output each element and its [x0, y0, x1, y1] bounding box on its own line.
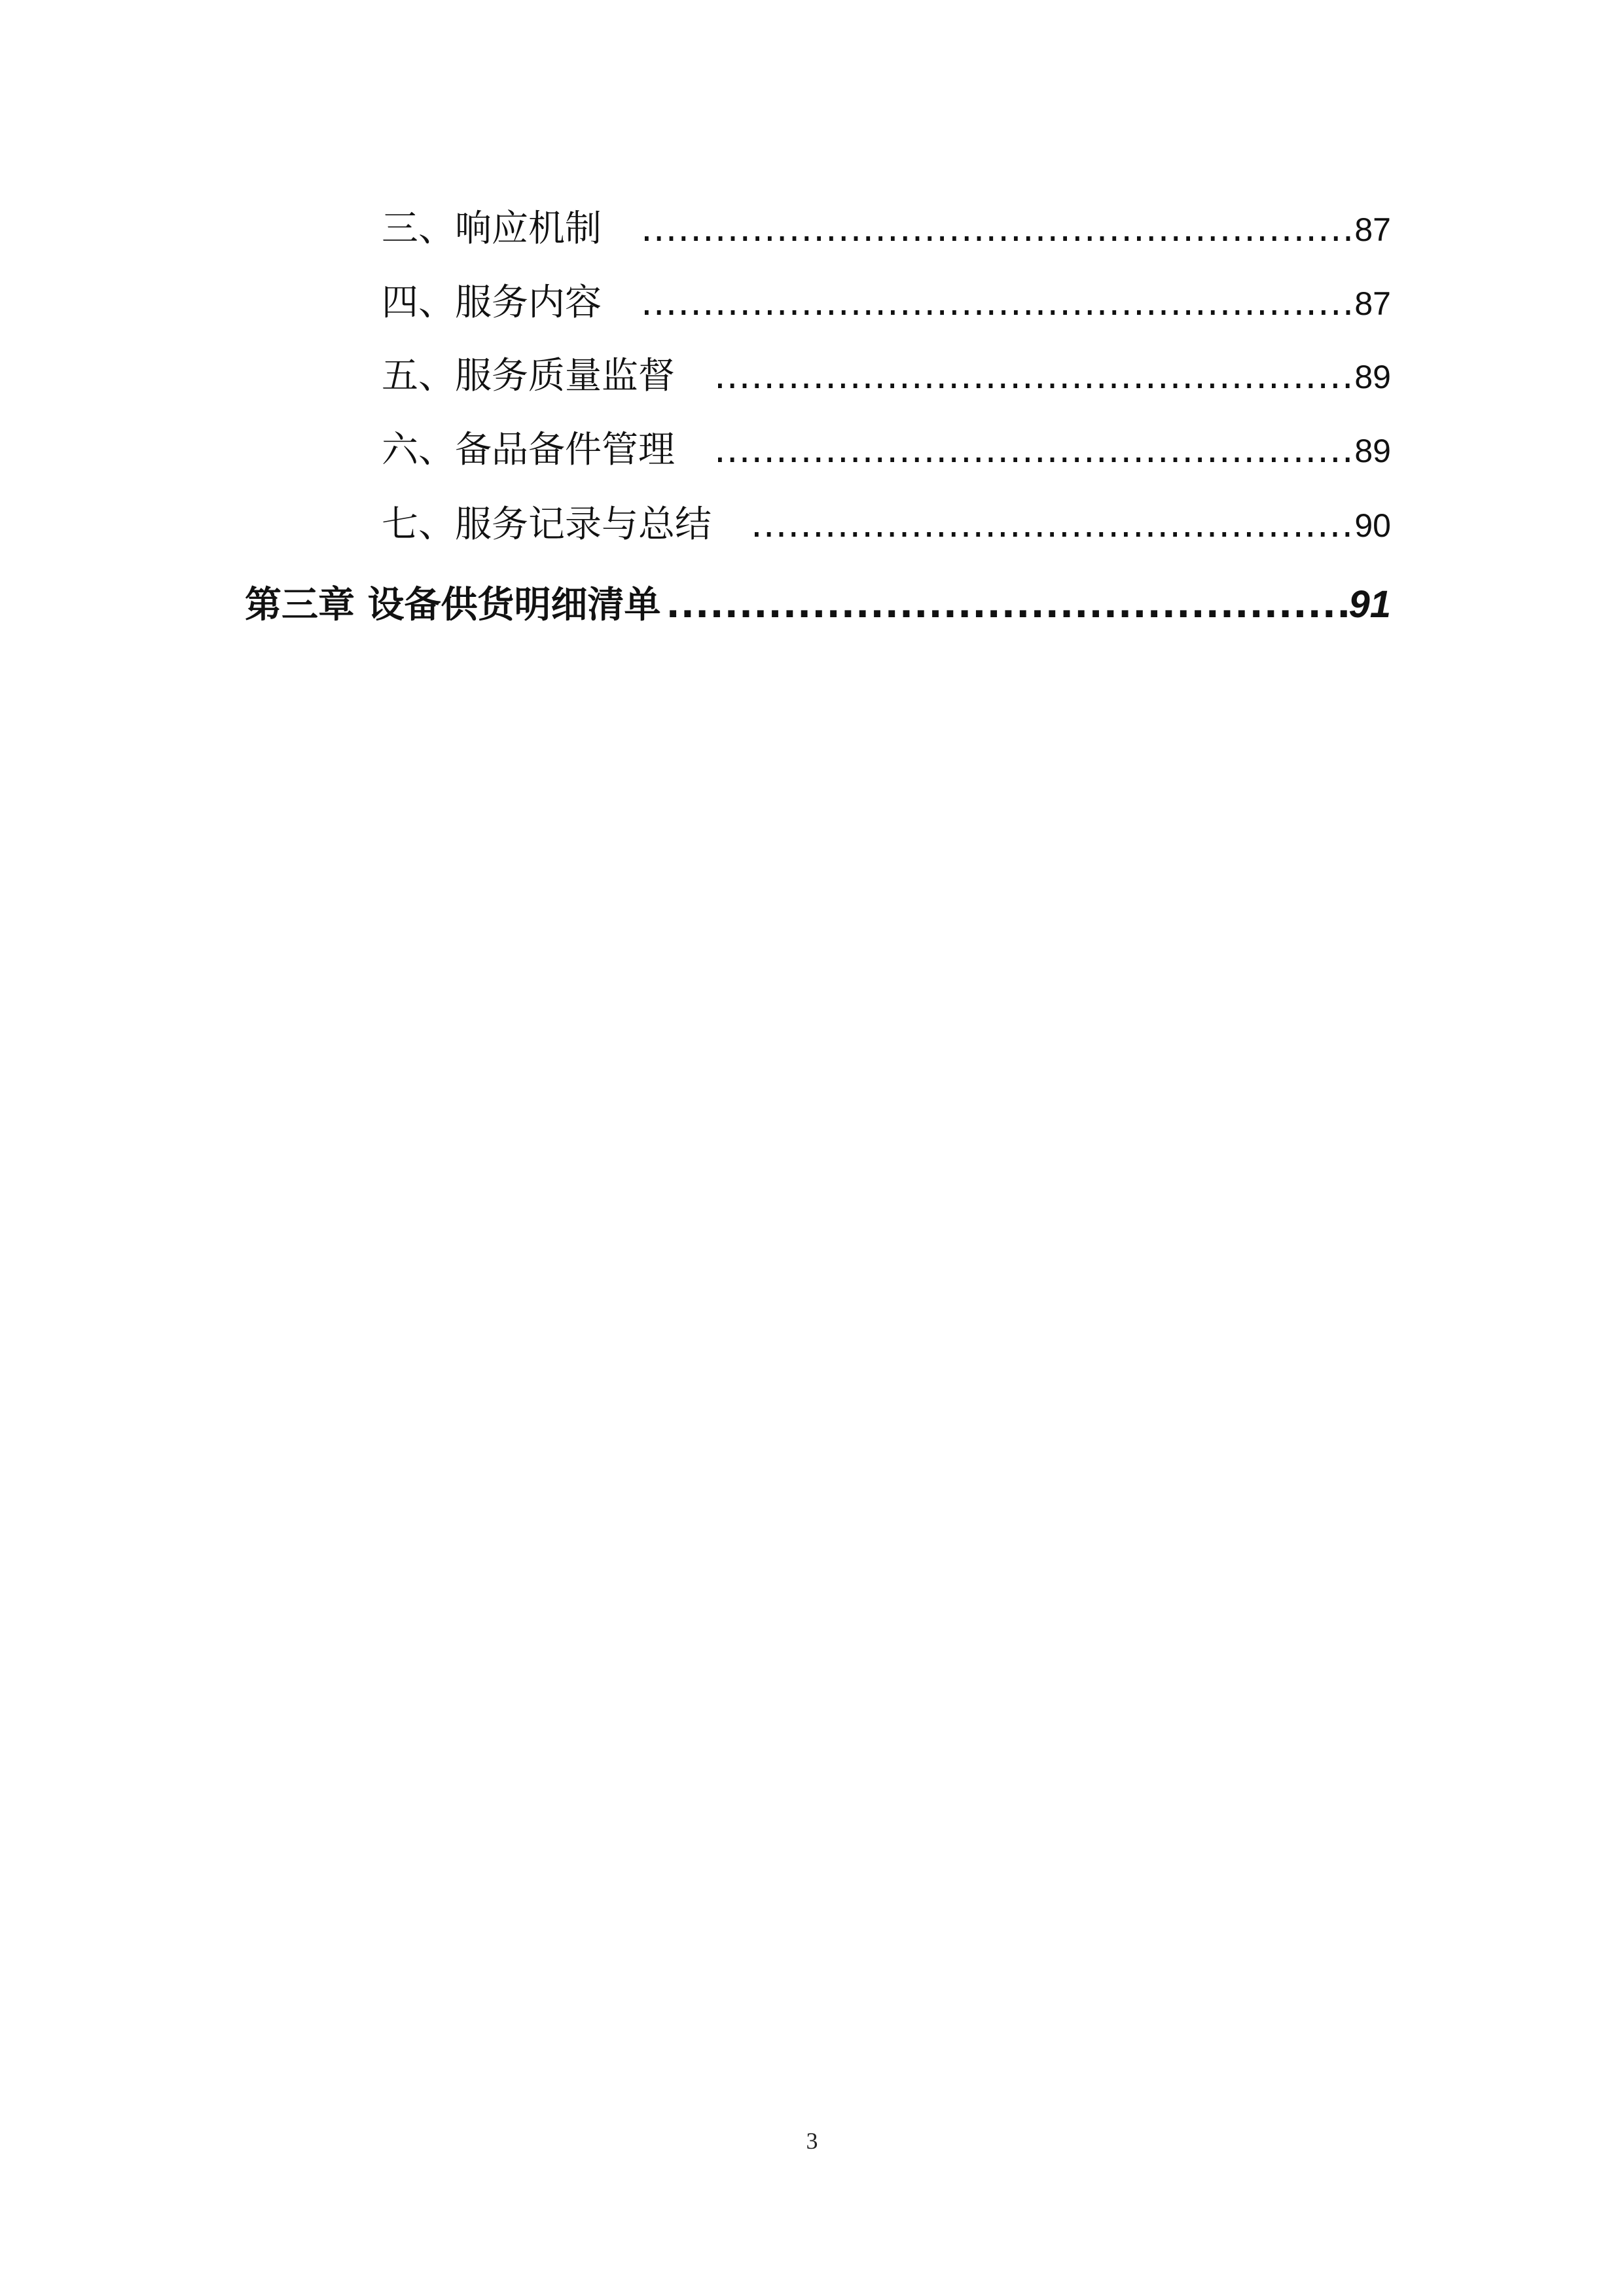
page-number: 3: [806, 2128, 818, 2154]
toc-entry-label: 七、服务记录与总结: [382, 503, 712, 546]
toc-entry-label: 六、备品备件管理: [382, 429, 675, 471]
toc-entry-spare-parts[interactable]: [382, 421, 1391, 473]
toc-entry-response-mechanism[interactable]: [382, 200, 1391, 252]
toc-entry-page: 87: [1354, 211, 1391, 248]
toc-entry-page: 87: [1354, 285, 1391, 322]
toc-entry-label: 四、服务内容: [382, 281, 602, 324]
dot-leader: [714, 429, 1354, 471]
dot-leader: [641, 281, 1354, 324]
dot-leader: [666, 584, 1349, 626]
dot-leader: [751, 503, 1354, 546]
toc-entry-chapter-three[interactable]: [245, 576, 1391, 628]
toc-entry-label: 三、响应机制: [382, 207, 602, 250]
toc-entry-label: 五、服务质量监督: [382, 355, 675, 397]
toc-entry-service-records[interactable]: [382, 495, 1391, 548]
dot-leader: [641, 207, 1354, 250]
toc-entry-page: 89: [1354, 359, 1391, 395]
toc-entry-quality-supervision[interactable]: [382, 347, 1391, 399]
toc-entry-page: 91: [1348, 583, 1391, 626]
dot-leader: [714, 355, 1354, 397]
toc-entry-service-content[interactable]: [382, 274, 1391, 326]
toc-entry-page: 89: [1354, 433, 1391, 469]
toc-entry-page: 90: [1354, 507, 1391, 544]
toc-entry-label: 第三章 设备供货明细清单: [245, 584, 661, 626]
